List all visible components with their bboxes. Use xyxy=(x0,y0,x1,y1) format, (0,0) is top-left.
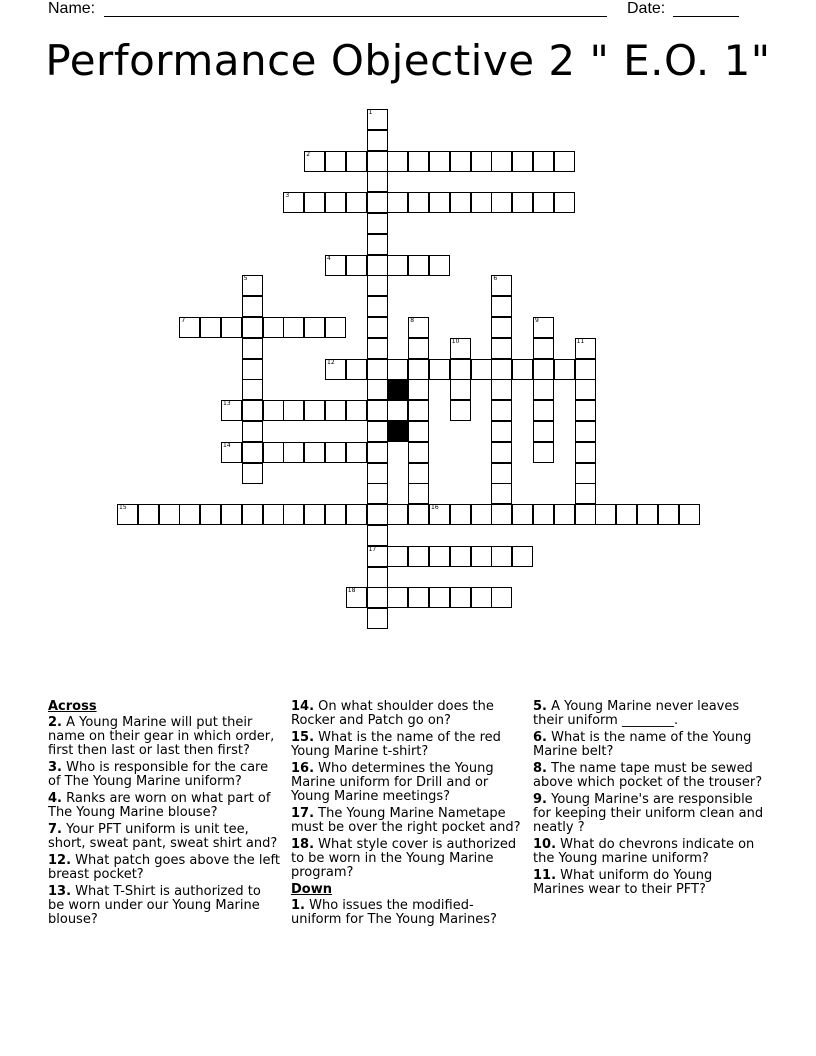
crossword-cell[interactable] xyxy=(387,192,408,213)
clue-number: 17 xyxy=(368,545,377,553)
crossword-cell[interactable] xyxy=(304,151,325,172)
clue-number-label: 17. xyxy=(291,806,315,821)
crossword-cell[interactable] xyxy=(387,359,408,380)
crossword-cell[interactable] xyxy=(491,296,512,317)
crossword-cell[interactable] xyxy=(554,151,575,172)
crossword-cell[interactable] xyxy=(346,192,367,213)
clue-number: 3 xyxy=(285,192,290,200)
crossword-cell[interactable] xyxy=(346,400,367,421)
clue-number-label: 5. xyxy=(533,699,547,714)
clue-text: What uniform do Young Marines wear to their PFT? xyxy=(533,868,713,897)
clue-text: What do chevrons indicate on the Young marine uniform? xyxy=(533,837,755,866)
crossword-cell[interactable] xyxy=(242,317,263,338)
page-title: Performance Objective 2 " E.O. 1" xyxy=(45,36,771,85)
clue-text: Young Marine's are responsible for keeping their uniform clean and neatly ? xyxy=(533,792,764,835)
clue-number-label: 18. xyxy=(291,837,315,852)
clue-item xyxy=(48,761,280,789)
clue-item xyxy=(48,885,280,927)
clue-number: 13 xyxy=(223,400,231,408)
clue-item xyxy=(291,731,523,759)
crossword-cell[interactable] xyxy=(387,546,408,567)
clue-item xyxy=(291,700,523,728)
crossword-cell[interactable] xyxy=(575,379,596,400)
crossword-cell[interactable] xyxy=(367,275,388,296)
crossword-cell[interactable] xyxy=(367,338,388,359)
crossword-cell[interactable] xyxy=(491,359,512,380)
clue-item xyxy=(291,762,523,804)
crossword-cell[interactable] xyxy=(304,504,325,525)
crossword-cell[interactable] xyxy=(408,421,429,442)
clue-number: 8 xyxy=(410,317,415,324)
crossword-cell[interactable] xyxy=(304,317,325,338)
clue-item xyxy=(533,700,765,728)
crossword-cell[interactable] xyxy=(367,463,388,484)
clue-number-label: 15. xyxy=(291,730,315,745)
crossword-cell[interactable] xyxy=(491,421,512,442)
crossword-cell[interactable] xyxy=(533,359,554,380)
clue-number: 4 xyxy=(327,254,331,262)
clue-number: 18 xyxy=(347,587,356,595)
clue-text: What patch goes above the left breast pocket? xyxy=(48,853,280,882)
crossword-cell[interactable] xyxy=(367,359,388,380)
crossword-cell[interactable] xyxy=(367,400,388,421)
crossword-cell[interactable] xyxy=(346,442,367,463)
clue-number-label: 2. xyxy=(48,715,62,730)
crossword-cell[interactable] xyxy=(367,421,388,442)
clue-number: 6 xyxy=(493,275,498,283)
crossword-cell[interactable] xyxy=(200,317,221,338)
crossword-cell[interactable] xyxy=(616,504,637,525)
crossword-cell[interactable] xyxy=(512,151,533,172)
clues-column-3 xyxy=(533,700,765,900)
crossword-cell[interactable] xyxy=(533,317,554,338)
crossword-cell[interactable] xyxy=(408,359,429,380)
clue-number: 9 xyxy=(535,317,539,324)
crossword-cell[interactable] xyxy=(637,504,658,525)
crossword-black-cell xyxy=(387,379,408,400)
crossword-cell[interactable] xyxy=(554,359,575,380)
crossword-cell[interactable] xyxy=(387,587,408,608)
crossword-cell[interactable] xyxy=(408,442,429,463)
crossword-cell[interactable] xyxy=(408,317,429,338)
crossword-cell[interactable] xyxy=(367,255,388,276)
clue-text: Who is responsible for the care of The Young Marine uniform? xyxy=(48,760,269,789)
crossword-cell[interactable] xyxy=(408,379,429,400)
clue-number: 11 xyxy=(576,337,585,345)
crossword-cell[interactable] xyxy=(367,109,388,130)
crossword-cell[interactable] xyxy=(575,483,596,504)
crossword-cell[interactable] xyxy=(346,151,367,172)
clue-item xyxy=(291,838,523,880)
crossword-cell[interactable] xyxy=(408,338,429,359)
clue-item xyxy=(48,854,280,882)
crossword-cell[interactable] xyxy=(325,255,346,276)
clue-number: 7 xyxy=(181,317,186,324)
crossword-cell[interactable] xyxy=(367,587,388,608)
clue-number-label: 12. xyxy=(48,853,72,868)
crossword-cell[interactable] xyxy=(471,587,492,608)
clue-text: The Young Marine Nametape must be over the right pocket and? xyxy=(291,806,521,835)
crossword-cell[interactable] xyxy=(304,400,325,421)
crossword-cell[interactable] xyxy=(491,483,512,504)
crossword-cell[interactable] xyxy=(533,338,554,359)
crossword-cell[interactable] xyxy=(367,567,388,588)
crossword-cell[interactable] xyxy=(283,504,304,525)
crossword-cell[interactable] xyxy=(575,442,596,463)
crossword-cell[interactable] xyxy=(367,483,388,504)
crossword-cell[interactable] xyxy=(491,442,512,463)
crossword-cell[interactable] xyxy=(450,151,471,172)
crossword-cell[interactable] xyxy=(491,379,512,400)
crossword-cell[interactable] xyxy=(367,608,388,629)
crossword-cell[interactable] xyxy=(367,525,388,546)
crossword-cell[interactable] xyxy=(367,130,388,151)
clue-text: What is the name of the Young Marine belt? xyxy=(533,730,752,759)
crossword-cell[interactable] xyxy=(221,442,242,463)
clue-item xyxy=(291,807,523,835)
crossword-cell[interactable] xyxy=(429,504,450,525)
clue-number-label: 1. xyxy=(291,898,305,913)
crossword-cell[interactable] xyxy=(367,213,388,234)
clue-text: Your PFT uniform is unit tee, short, sweat pant, sweat shirt and? xyxy=(48,822,278,851)
crossword-cell[interactable] xyxy=(491,151,512,172)
crossword-cell[interactable] xyxy=(450,338,471,359)
crossword-cell[interactable] xyxy=(450,192,471,213)
clue-number: 5 xyxy=(243,275,248,283)
crossword-cell[interactable] xyxy=(221,504,242,525)
crossword-cell[interactable] xyxy=(325,400,346,421)
crossword-cell[interactable] xyxy=(471,192,492,213)
crossword-cell[interactable] xyxy=(575,421,596,442)
crossword-cell[interactable] xyxy=(408,192,429,213)
crossword-cell[interactable] xyxy=(429,255,450,276)
crossword-cell[interactable] xyxy=(263,400,284,421)
crossword-cell[interactable] xyxy=(325,504,346,525)
crossword-cell[interactable] xyxy=(367,442,388,463)
clue-item xyxy=(533,838,765,866)
crossword-cell[interactable] xyxy=(595,504,616,525)
crossword-cell[interactable] xyxy=(471,546,492,567)
crossword-cell[interactable] xyxy=(408,504,429,525)
clue-item xyxy=(48,716,280,758)
crossword-cell[interactable] xyxy=(491,587,512,608)
clue-item xyxy=(533,869,765,897)
crossword-cell[interactable] xyxy=(491,192,512,213)
crossword-cell[interactable] xyxy=(179,504,200,525)
clue-text: A Young Marine will put their name on their gear in which order, first then last or last then first? xyxy=(48,715,275,758)
name-label: Name: xyxy=(48,0,96,17)
crossword-cell[interactable] xyxy=(533,379,554,400)
clue-text: The name tape must be sewed above which pocket of the trouser? xyxy=(533,761,763,790)
crossword-cell[interactable] xyxy=(533,442,554,463)
crossword-cell[interactable] xyxy=(304,192,325,213)
crossword-cell[interactable] xyxy=(325,317,346,338)
crossword-cell[interactable] xyxy=(242,421,263,442)
crossword-cell[interactable] xyxy=(408,400,429,421)
crossword-cell[interactable] xyxy=(367,296,388,317)
crossword-cell[interactable] xyxy=(367,317,388,338)
crossword-cell[interactable] xyxy=(450,587,471,608)
clue-number-label: 4. xyxy=(48,791,62,806)
clue-number: 1 xyxy=(368,109,373,116)
clue-item xyxy=(533,762,765,790)
clue-number-label: 8. xyxy=(533,761,547,776)
crossword-cell[interactable] xyxy=(679,504,700,525)
crossword-cell[interactable] xyxy=(263,317,284,338)
crossword-cell[interactable] xyxy=(325,359,346,380)
clue-item xyxy=(48,823,280,851)
crossword-cell[interactable] xyxy=(408,587,429,608)
crossword-cell[interactable] xyxy=(408,255,429,276)
crossword-cell[interactable] xyxy=(512,192,533,213)
crossword-cell[interactable] xyxy=(491,463,512,484)
crossword-cell[interactable] xyxy=(512,546,533,567)
crossword-cell[interactable] xyxy=(346,359,367,380)
crossword-cell[interactable] xyxy=(221,400,242,421)
crossword-cell[interactable] xyxy=(179,317,200,338)
crossword-cell[interactable] xyxy=(242,379,263,400)
crossword-cell[interactable] xyxy=(575,400,596,421)
crossword-cell[interactable] xyxy=(491,275,512,296)
clue-item xyxy=(291,899,523,927)
crossword-cell[interactable] xyxy=(138,504,159,525)
crossword-cell[interactable] xyxy=(367,192,388,213)
clue-text: What is the name of the red Young Marine t-shirt? xyxy=(291,730,501,759)
crossword-cell[interactable] xyxy=(491,400,512,421)
clue-text: Who issues the modified-uniform for The Young Marines? xyxy=(291,898,497,927)
clue-number: 14 xyxy=(223,441,231,449)
clue-section-heading: Across xyxy=(48,699,97,714)
crossword-cell[interactable] xyxy=(242,400,263,421)
crossword-cell[interactable] xyxy=(367,234,388,255)
crossword-cell[interactable] xyxy=(367,171,388,192)
clue-number: 16 xyxy=(431,504,439,512)
crossword-cell[interactable] xyxy=(533,421,554,442)
crossword-cell[interactable] xyxy=(429,546,450,567)
crossword-cell[interactable] xyxy=(283,400,304,421)
crossword-black-cell xyxy=(387,421,408,442)
crossword-cell[interactable] xyxy=(221,317,242,338)
crossword-cell[interactable] xyxy=(491,317,512,338)
crossword-cell[interactable] xyxy=(117,504,138,525)
crossword-cell[interactable] xyxy=(408,151,429,172)
crossword-cell[interactable] xyxy=(429,587,450,608)
crossword-cell[interactable] xyxy=(367,151,388,172)
crossword-cell[interactable] xyxy=(575,463,596,484)
crossword-cell[interactable] xyxy=(367,546,388,567)
crossword-cell[interactable] xyxy=(471,504,492,525)
clue-number-label: 16. xyxy=(291,761,315,776)
crossword-cell[interactable] xyxy=(450,504,471,525)
date-label: Date: xyxy=(627,0,666,17)
crossword-cell[interactable] xyxy=(242,338,263,359)
crossword-cell[interactable] xyxy=(658,504,679,525)
crossword-cell[interactable] xyxy=(429,151,450,172)
crossword-cell[interactable] xyxy=(367,504,388,525)
crossword-cell[interactable] xyxy=(387,400,408,421)
clue-number: 2 xyxy=(306,150,311,158)
clue-number-label: 11. xyxy=(533,868,557,883)
crossword-cell[interactable] xyxy=(283,192,304,213)
crossword-cell[interactable] xyxy=(554,192,575,213)
crossword-cell[interactable] xyxy=(575,338,596,359)
crossword-cell[interactable] xyxy=(408,463,429,484)
clue-item xyxy=(48,792,280,820)
clue-text: What style cover is authorized to be worn in the Young Marine program? xyxy=(291,837,517,880)
crossword-cell[interactable] xyxy=(512,359,533,380)
crossword-cell[interactable] xyxy=(533,192,554,213)
clue-number: 10 xyxy=(451,337,460,345)
crossword-cell[interactable] xyxy=(450,379,471,400)
crossword-cell[interactable] xyxy=(575,359,596,380)
clue-number: 15 xyxy=(119,504,127,512)
crossword-cell[interactable] xyxy=(491,338,512,359)
clue-text: Ranks are worn on what part of The Young Marine blouse? xyxy=(48,791,271,820)
clue-text: On what shoulder does the Rocker and Patch go on? xyxy=(291,699,494,728)
crossword-cell[interactable] xyxy=(200,504,221,525)
crossword-cell[interactable] xyxy=(283,442,304,463)
crossword-cell[interactable] xyxy=(346,504,367,525)
crossword-cell[interactable] xyxy=(450,546,471,567)
crossword-cell[interactable] xyxy=(387,151,408,172)
crossword-cell[interactable] xyxy=(429,192,450,213)
clue-number-label: 13. xyxy=(48,884,72,899)
clue-section-heading: Down xyxy=(291,882,332,897)
clue-number-label: 9. xyxy=(533,792,547,807)
clue-text: What T-Shirt is authorized to be worn under our Young Marine blouse? xyxy=(48,884,261,927)
clue-number-label: 6. xyxy=(533,730,547,745)
crossword-cell[interactable] xyxy=(325,442,346,463)
crossword-cell[interactable] xyxy=(512,504,533,525)
crossword-cell[interactable] xyxy=(533,151,554,172)
crossword-cell[interactable] xyxy=(408,546,429,567)
clue-text: A Young Marine never leaves their uniform ________. xyxy=(533,699,740,728)
clue-item xyxy=(533,793,765,835)
crossword-cell[interactable] xyxy=(242,359,263,380)
clue-number-label: 10. xyxy=(533,837,557,852)
crossword-cell[interactable] xyxy=(533,504,554,525)
crossword-cell[interactable] xyxy=(159,504,180,525)
crossword-cell[interactable] xyxy=(283,317,304,338)
crossword-cell[interactable] xyxy=(491,546,512,567)
clue-number-label: 14. xyxy=(291,699,315,714)
crossword-cell[interactable] xyxy=(242,275,263,296)
crossword-cell[interactable] xyxy=(242,504,263,525)
crossword-cell[interactable] xyxy=(346,587,367,608)
crossword-cell[interactable] xyxy=(242,442,263,463)
crossword-cell[interactable] xyxy=(304,442,325,463)
crossword-cell[interactable] xyxy=(554,504,575,525)
clue-item xyxy=(533,731,765,759)
crossword-cell[interactable] xyxy=(346,255,367,276)
crossword-cell[interactable] xyxy=(471,151,492,172)
crossword-cell[interactable] xyxy=(491,504,512,525)
crossword-cell[interactable] xyxy=(387,255,408,276)
crossword-cell[interactable] xyxy=(533,400,554,421)
crossword-cell[interactable] xyxy=(471,359,492,380)
crossword-cell[interactable] xyxy=(450,359,471,380)
clue-number-label: 7. xyxy=(48,822,62,837)
crossword-cell[interactable] xyxy=(242,463,263,484)
clue-text: Who determines the Young Marine uniform for Drill and or Young Marine meetings? xyxy=(291,761,494,804)
crossword-cell[interactable] xyxy=(450,400,471,421)
clues-column-2 xyxy=(291,700,523,930)
crossword-cell[interactable] xyxy=(242,296,263,317)
crossword-cell[interactable] xyxy=(325,192,346,213)
clues-column-1 xyxy=(48,700,280,930)
crossword-cell[interactable] xyxy=(575,504,596,525)
crossword-cell[interactable] xyxy=(263,442,284,463)
crossword-cell[interactable] xyxy=(387,504,408,525)
crossword-cell[interactable] xyxy=(429,359,450,380)
crossword-cell[interactable] xyxy=(408,483,429,504)
crossword-cell[interactable] xyxy=(367,379,388,400)
crossword-cell[interactable] xyxy=(263,504,284,525)
clue-number-label: 3. xyxy=(48,760,62,775)
clue-number: 12 xyxy=(327,358,335,366)
crossword-cell[interactable] xyxy=(325,151,346,172)
